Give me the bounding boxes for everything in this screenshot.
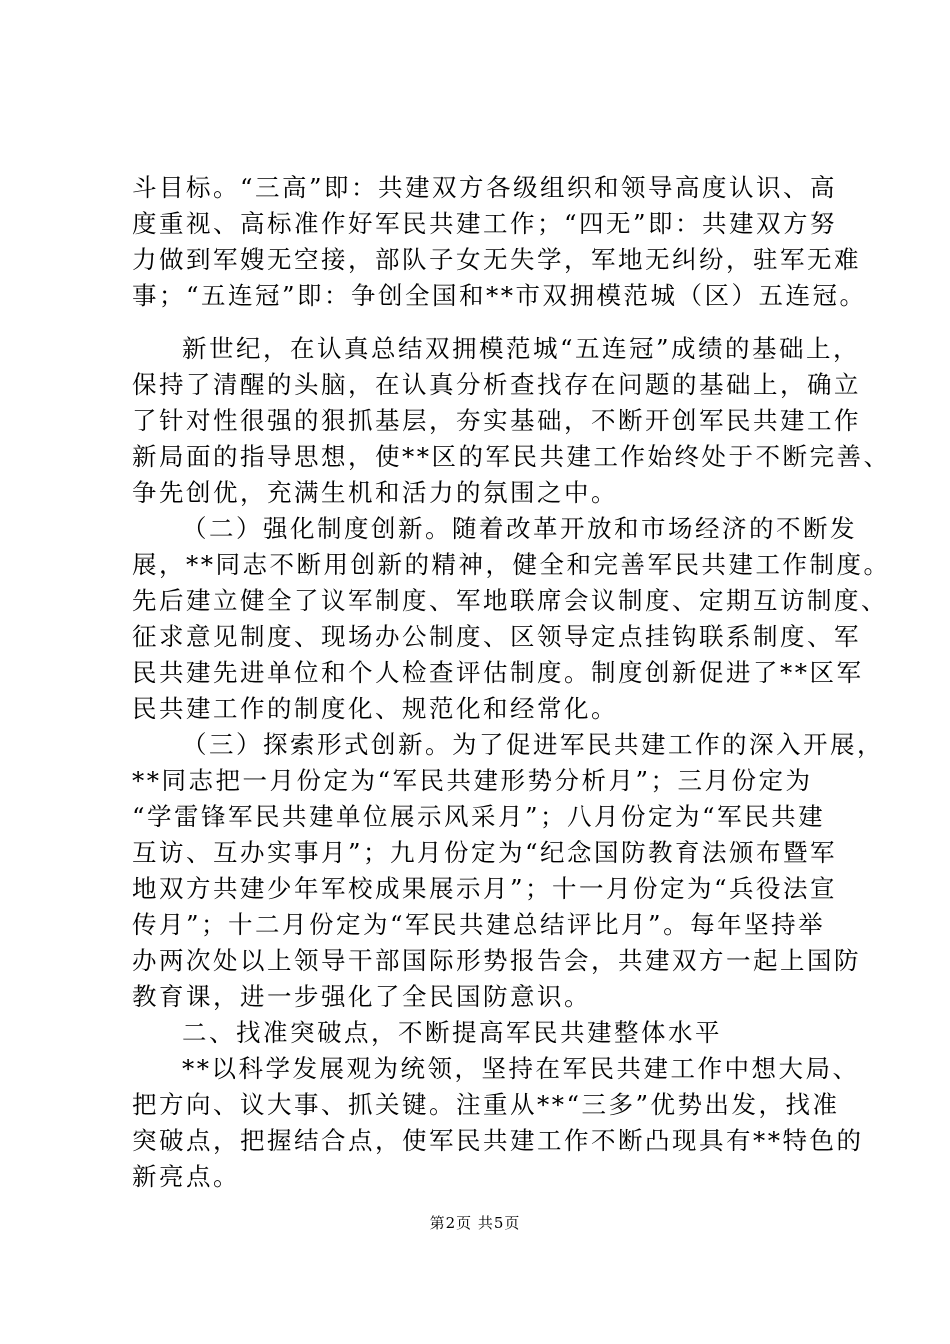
- text-line: （三）探索形式创新。为了促进军民共建工作的深入开展，: [182, 730, 884, 759]
- text-line: 把方向、议大事、抓关键。注重从**“三多”优势出发，找准: [132, 1090, 840, 1119]
- text-line: 了针对性很强的狠抓基层，夯实基础，不断开创军民共建工作: [132, 406, 861, 435]
- text-line: 征求意见制度、现场办公制度、区领导定点挂钩联系制度、军: [132, 622, 861, 651]
- text-line: 办两次处以上领导干部国际形势报告会，共建双方一起上国防: [132, 946, 861, 975]
- text-line: 事；“五连冠”即：争创全国和**市双拥模范城（区）五连冠。: [132, 281, 867, 310]
- text-line: **以科学发展观为统领，坚持在军民共建工作中想大局、: [182, 1054, 860, 1083]
- text-line: 先后建立健全了议军制度、军地联席会议制度、定期互访制度、: [132, 586, 888, 615]
- text-line: 保持了清醒的头脑，在认真分析查找存在问题的基础上，确立: [132, 370, 861, 399]
- text-line: （二）强化制度创新。随着改革开放和市场经济的不断发: [182, 514, 857, 543]
- text-line: 新世纪，在认真总结双拥模范城“五连冠”成绩的基础上，: [182, 334, 861, 363]
- text-line: 新局面的指导思想，使**区的军民共建工作始终处于不断完善、: [132, 442, 891, 471]
- text-line: 力做到军嫂无空接，部队子女无失学，军地无纠纷，驻军无难: [132, 245, 861, 274]
- text-line: **同志把一月份定为“军民共建形势分析月”；三月份定为: [132, 766, 813, 795]
- text-line: 互访、互办实事月”；九月份定为“纪念国防教育法颁布暨军: [132, 838, 838, 867]
- text-line: 展，**同志不断用创新的精神，健全和完善军民共建工作制度。: [132, 550, 891, 579]
- page-number: 第2页 共5页: [429, 1214, 521, 1232]
- text-line: 传月”；十二月份定为“军民共建总结评比月”。每年坚持举: [132, 910, 826, 939]
- text-line: 争先创优，充满生机和活力的氛围之中。: [132, 478, 618, 507]
- text-line: 教育课，进一步强化了全民国防意识。: [132, 982, 591, 1011]
- text-line: 度重视、高标准作好军民共建工作；“四无”即：共建双方努: [132, 209, 838, 238]
- text-line: 民共建工作的制度化、规范化和经常化。: [132, 694, 618, 723]
- text-line: 地双方共建少年军校成果展示月”；十一月份定为“兵役法宣: [132, 874, 838, 903]
- text-line: 民共建先进单位和个人检查评估制度。制度创新促进了**区军: [132, 658, 864, 687]
- text-line: “学雷锋军民共建单位展示风采月”；八月份定为“军民共建: [132, 802, 826, 831]
- text-line: 突破点，把握结合点，使军民共建工作不断凸现具有**特色的: [132, 1126, 864, 1155]
- text-line: 斗目标。“三高”即：共建双方各级组织和领导高度认识、高: [132, 173, 838, 202]
- section-heading: 二、找准突破点，不断提高军民共建整体水平: [182, 1018, 722, 1047]
- text-line: 新亮点。: [132, 1162, 240, 1191]
